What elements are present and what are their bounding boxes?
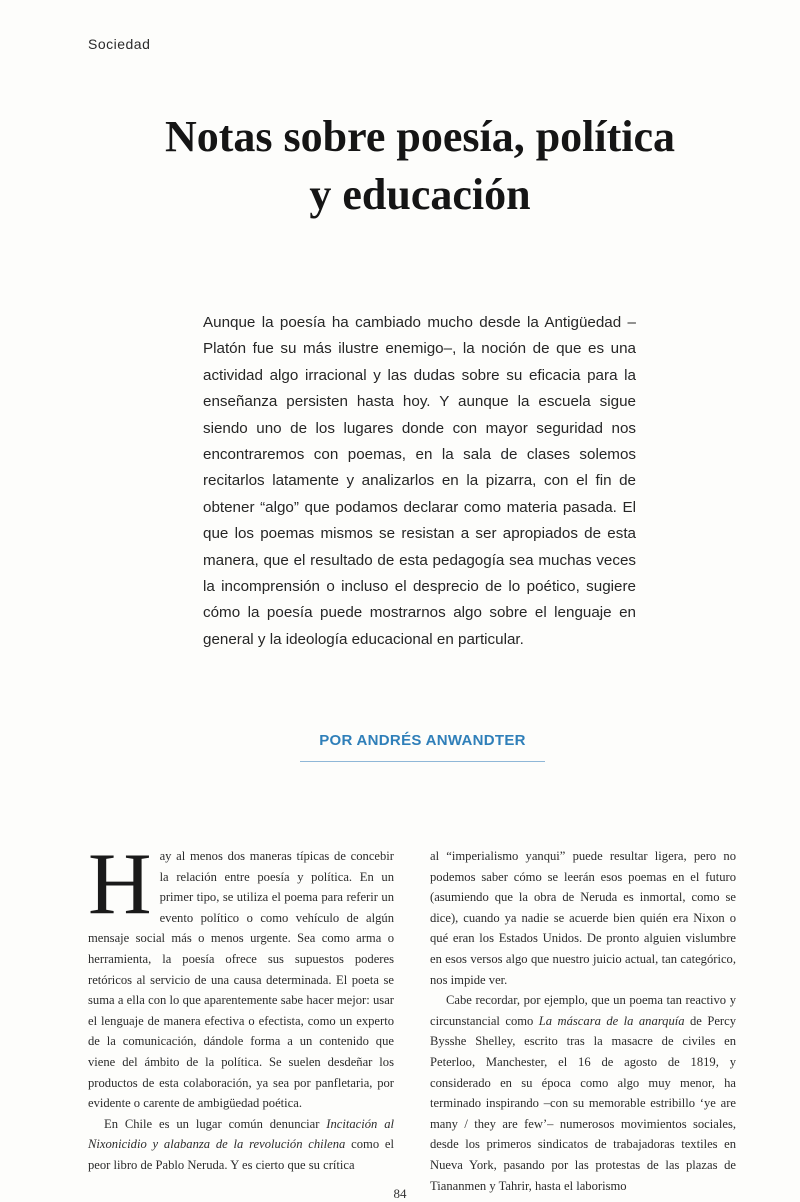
body-paragraph [430, 990, 736, 1196]
poem-title-italic: La máscara de la anarquía [538, 1013, 685, 1028]
body-paragraph [88, 836, 394, 1114]
body-column-right [430, 846, 736, 1196]
byline-rule [300, 761, 545, 762]
drop-cap: H [88, 836, 152, 933]
body-text: ay al menos dos maneras típicas de concebir la relación entre poesía y política. En un primer tipo, se utiliza el poema para referir un evento político o como vehículo de algún mensaje social más o menos urgente. Sea como arma o herramienta, la poesía ofrece sus supuestos poderes retóricos al servicio de una causa determinada. El poeta se suma a ella con lo que aparentemente sabe hacer mejor: usar el lenguaje de manera efectiva o efectista, como un experto de la comunicación, dándole forma a un contenido que viene del ámbito de la política. Se suelen desdeñar los productos de esta colaboración, ya sea por panfletaria, por evidente o carente de ambigüedad poética. [88, 849, 394, 1111]
book-title-italic: Incitación al Nixonicidio y alabanza de la revolución chilena [88, 1116, 394, 1152]
article-title: Notas sobre poesía, política y educación [164, 112, 676, 219]
byline: POR ANDRÉS ANWANDTER [319, 732, 526, 749]
section-label: Sociedad [88, 36, 151, 52]
body-text: Cabe recordar, por ejemplo, que un poema tan reactivo y circunstancial como [430, 993, 736, 1028]
body-text: de Percy Bysshe Shelley, escrito tras la masacre de civiles en Peterloo, Manchester, el 16 de agosto de 1819, y considerado en su época como algo muy menor, ha terminado inspirando –con su memorable estribillo ‘ye are many / they are few’– numerosos movimientos sociales, desde los primeros sindicatos de trabajadoras textiles en Nueva York, pasando por las protestas de las plazas de Tiananmen y Tahrir, hasta el laborismo [430, 1013, 736, 1193]
body-text: como el peor libro de Pablo Neruda. Y es cierto que su crítica [88, 1137, 394, 1172]
body-text: En Chile es un lugar común denunciar [104, 1116, 327, 1131]
article-lead: Aunque la poesía ha cambiado mucho desde la Antigüedad –Platón fue su más ilustre enemigo–, la noción de que es una actividad algo irracional y las dudas sobre su eficacia para la enseñanza persisten hasta hoy. Y aunque la escuela sigue siendo uno de los lugares donde con mayor seguridad nos encontraremos con poemas, en la sala de clases solemos recitarlos latamente y analizarlos en la pizarra, con el fin de obtener “algo” que podamos declarar como materia pasada. El que los poemas mismos se resistan a ser apropiados de esta manera, que el resultado de esta pedagogía sea muchas veces la incomprensión o incluso el desprecio de lo poético, sugiere cómo la poesía puede mostrarnos algo sobre el lenguaje en general y la ideología educacional en particular. [203, 314, 636, 648]
body-paragraph [88, 1114, 394, 1176]
body-column-left [88, 836, 394, 1176]
body-paragraph [430, 846, 736, 990]
body-text: al “imperialismo yanqui” puede resultar ligera, pero no podemos saber cómo se leerán esos poemas en el futuro (asumiendo que la obra de Neruda es inmortal, como se dice), cuando ya nadie se acuerde bien quién era Nixon o qué eran los Estados Unidos. De pronto alguien vislumbre en esos versos algo que nuestro juicio actual, tan categórico, nos impide ver. [430, 849, 736, 987]
page-number: 84 [393, 1186, 407, 1201]
